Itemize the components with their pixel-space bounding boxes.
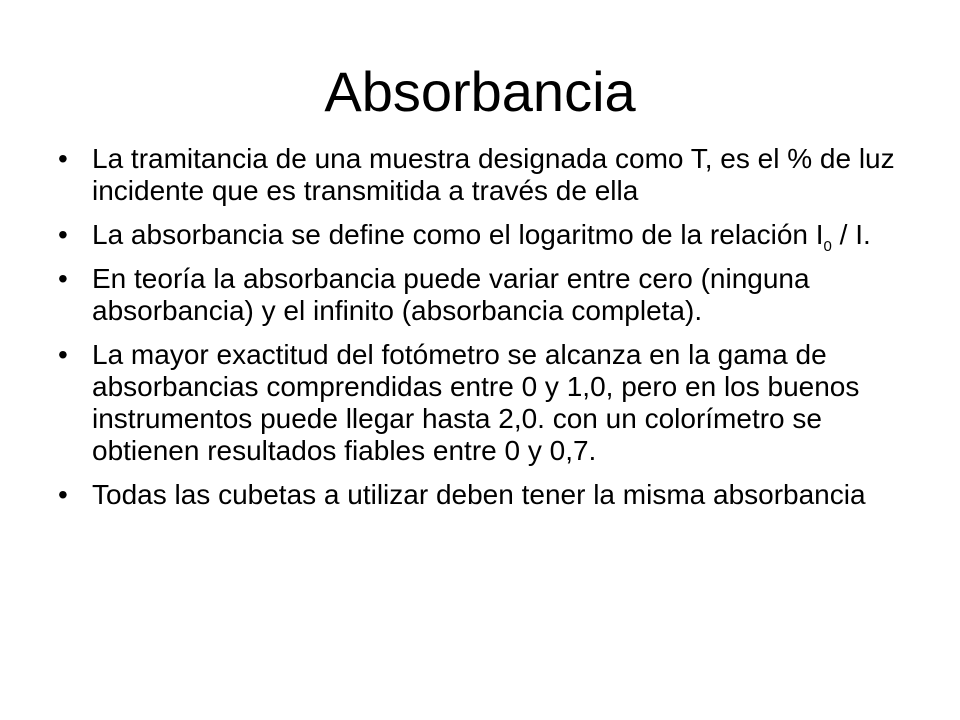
bullet-item	[58, 263, 928, 327]
bullet-list	[58, 143, 928, 523]
bullet-text: La tramitancia de una muestra designada como T, es el % de luz incidente que es transmitida a través de ella	[92, 143, 895, 206]
bullet-icon: •	[58, 339, 68, 370]
bullet-icon: •	[58, 479, 68, 510]
slide-title: Absorbancia	[324, 60, 636, 123]
bullet-item	[58, 143, 928, 207]
bullet-text: Todas las cubetas a utilizar deben tener la misma absorbancia	[92, 479, 866, 510]
bullet-text: La absorbancia se define como el logaritmo de la relación I	[92, 219, 824, 250]
bullet-item	[58, 219, 928, 255]
bullet-item	[58, 479, 928, 511]
bullet-text-after: / I.	[831, 219, 871, 250]
bullet-icon: •	[58, 219, 68, 250]
bullet-subscript: 0	[823, 238, 832, 255]
bullet-icon: •	[58, 263, 68, 294]
bullet-text: La mayor exactitud del fotómetro se alcanza en la gama de absorbancias comprendidas entre 0 y 1,0, pero en los buenos instrumentos puede llegar hasta 2,0. con un colorímetro se obtienen resultados fiables entre 0 y 0,7.	[92, 339, 860, 466]
bullet-text: En teoría la absorbancia puede variar entre cero (ninguna absorbancia) y el infinito (absorbancia completa).	[92, 263, 810, 326]
bullet-icon: •	[58, 143, 68, 174]
bullet-item	[58, 339, 928, 467]
